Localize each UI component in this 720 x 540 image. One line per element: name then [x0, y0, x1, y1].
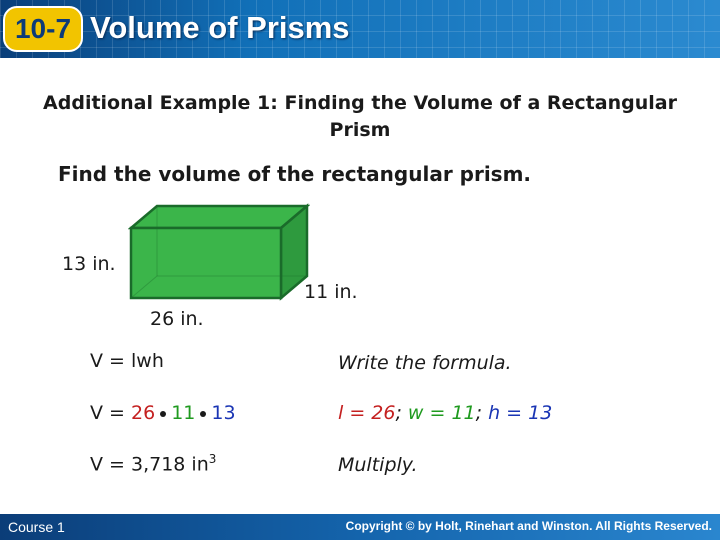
footer-bar	[0, 514, 720, 540]
substitution-note	[338, 402, 552, 424]
result-exponent: 3	[208, 452, 217, 466]
note-separator: ;	[395, 402, 408, 424]
multiply-dot-icon	[160, 411, 166, 417]
substitution-step	[90, 402, 236, 424]
formula-note: Write the formula.	[338, 352, 512, 374]
note-length: l = 26	[338, 402, 396, 424]
page-title: Volume of Prisms	[90, 10, 350, 45]
result-note: Multiply.	[338, 454, 418, 476]
example-subtitle: Additional Example 1: Finding the Volume of a Rectangular Prism	[43, 92, 677, 141]
formula-step: V = lwh	[90, 350, 164, 372]
course-label: Course 1	[8, 519, 65, 535]
height-label: 13 in.	[62, 253, 116, 275]
factor-height: 13	[211, 402, 236, 424]
question-text: Find the volume of the rectangular prism.	[58, 162, 532, 186]
copyright-text: Copyright © by Holt, Rinehart and Winston. All Rights Reserved.	[345, 519, 712, 533]
width-label: 11 in.	[304, 281, 358, 303]
result-step	[90, 452, 216, 475]
lesson-number: 10-7	[14, 13, 72, 44]
factor-length: 26	[131, 402, 156, 424]
header-bar	[0, 0, 720, 58]
substitution-lhs: V =	[90, 402, 131, 424]
result-value: V = 3,718 in	[90, 453, 209, 476]
note-width: w = 11	[407, 402, 476, 424]
lesson-badge	[3, 6, 83, 52]
rectangular-prism-figure	[128, 202, 310, 306]
note-height: h = 13	[488, 402, 553, 424]
length-label: 26 in.	[150, 308, 204, 330]
prism-front-face	[131, 228, 281, 298]
note-separator: ;	[475, 402, 489, 424]
multiply-dot-icon	[200, 411, 206, 417]
factor-width: 11	[171, 402, 196, 424]
